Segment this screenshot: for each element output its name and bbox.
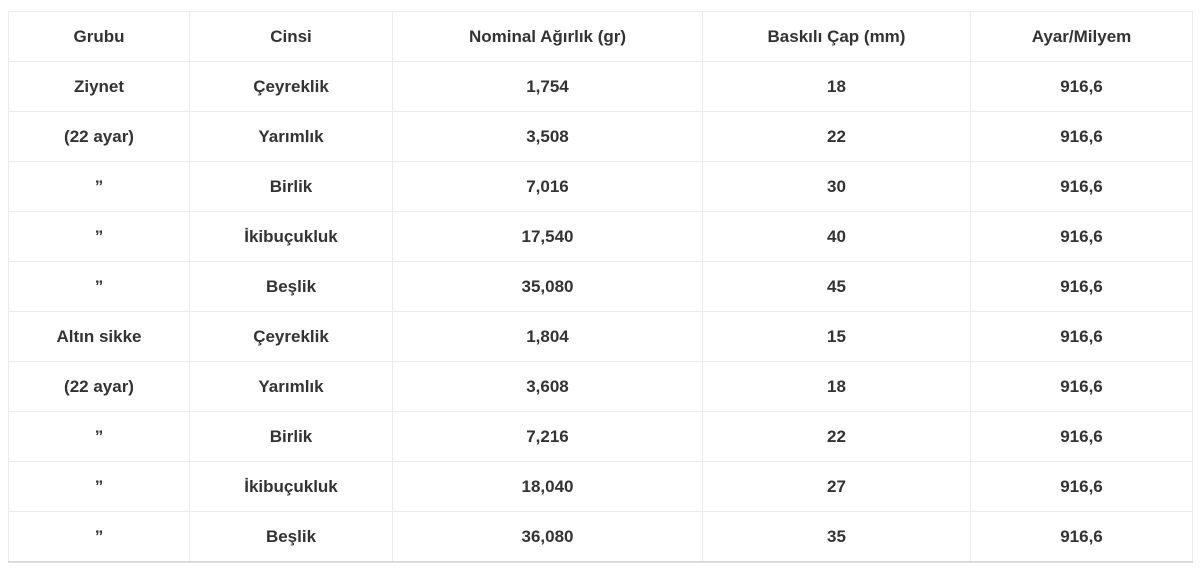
cell-grubu: ”: [9, 262, 190, 312]
cell-cinsi: İkibuçukluk: [190, 212, 393, 262]
table-row: [9, 362, 1193, 412]
header-grubu: Grubu: [9, 12, 190, 62]
cell-cinsi: İkibuçukluk: [190, 462, 393, 512]
cell-baskili-cap: 35: [703, 512, 971, 563]
cell-ayar-milyem: 916,6: [971, 412, 1193, 462]
cell-grubu: (22 ayar): [9, 362, 190, 412]
cell-cinsi: Çeyreklik: [190, 62, 393, 112]
cell-grubu: ”: [9, 212, 190, 262]
cell-cinsi: Beşlik: [190, 512, 393, 563]
cell-grubu: (22 ayar): [9, 112, 190, 162]
cell-baskili-cap: 27: [703, 462, 971, 512]
cell-nominal-agirlik: 3,508: [393, 112, 703, 162]
cell-baskili-cap: 18: [703, 62, 971, 112]
table-row: [9, 262, 1193, 312]
table-row: [9, 312, 1193, 362]
table-row: [9, 162, 1193, 212]
cell-nominal-agirlik: 1,754: [393, 62, 703, 112]
cell-ayar-milyem: 916,6: [971, 312, 1193, 362]
cell-baskili-cap: 22: [703, 412, 971, 462]
cell-grubu: Altın sikke: [9, 312, 190, 362]
cell-grubu: ”: [9, 412, 190, 462]
cell-baskili-cap: 30: [703, 162, 971, 212]
table-row: [9, 62, 1193, 112]
cell-cinsi: Çeyreklik: [190, 312, 393, 362]
header-cinsi: Cinsi: [190, 12, 393, 62]
cell-ayar-milyem: 916,6: [971, 462, 1193, 512]
cell-grubu: ”: [9, 162, 190, 212]
table-row: [9, 212, 1193, 262]
cell-nominal-agirlik: 1,804: [393, 312, 703, 362]
cell-grubu: Ziynet: [9, 62, 190, 112]
cell-ayar-milyem: 916,6: [971, 112, 1193, 162]
cell-nominal-agirlik: 36,080: [393, 512, 703, 563]
cell-nominal-agirlik: 7,216: [393, 412, 703, 462]
cell-cinsi: Birlik: [190, 162, 393, 212]
cell-baskili-cap: 40: [703, 212, 971, 262]
header-nominal-agirlik: Nominal Ağırlık (gr): [393, 12, 703, 62]
table-row: [9, 462, 1193, 512]
gold-coins-table: [8, 11, 1193, 563]
header-row: [9, 12, 1193, 62]
table-row: [9, 512, 1193, 563]
cell-grubu: ”: [9, 462, 190, 512]
cell-ayar-milyem: 916,6: [971, 162, 1193, 212]
cell-nominal-agirlik: 18,040: [393, 462, 703, 512]
cell-ayar-milyem: 916,6: [971, 512, 1193, 563]
cell-baskili-cap: 22: [703, 112, 971, 162]
table-row: [9, 112, 1193, 162]
cell-cinsi: Yarımlık: [190, 112, 393, 162]
cell-ayar-milyem: 916,6: [971, 62, 1193, 112]
cell-cinsi: Beşlik: [190, 262, 393, 312]
cell-ayar-milyem: 916,6: [971, 212, 1193, 262]
cell-grubu: ”: [9, 512, 190, 563]
cell-nominal-agirlik: 7,016: [393, 162, 703, 212]
cell-ayar-milyem: 916,6: [971, 362, 1193, 412]
cell-nominal-agirlik: 3,608: [393, 362, 703, 412]
header-ayar-milyem: Ayar/Milyem: [971, 12, 1193, 62]
cell-baskili-cap: 15: [703, 312, 971, 362]
cell-nominal-agirlik: 17,540: [393, 212, 703, 262]
cell-ayar-milyem: 916,6: [971, 262, 1193, 312]
cell-baskili-cap: 45: [703, 262, 971, 312]
header-baskili-cap: Baskılı Çap (mm): [703, 12, 971, 62]
cell-baskili-cap: 18: [703, 362, 971, 412]
table-row: [9, 412, 1193, 462]
cell-cinsi: Birlik: [190, 412, 393, 462]
cell-cinsi: Yarımlık: [190, 362, 393, 412]
cell-nominal-agirlik: 35,080: [393, 262, 703, 312]
